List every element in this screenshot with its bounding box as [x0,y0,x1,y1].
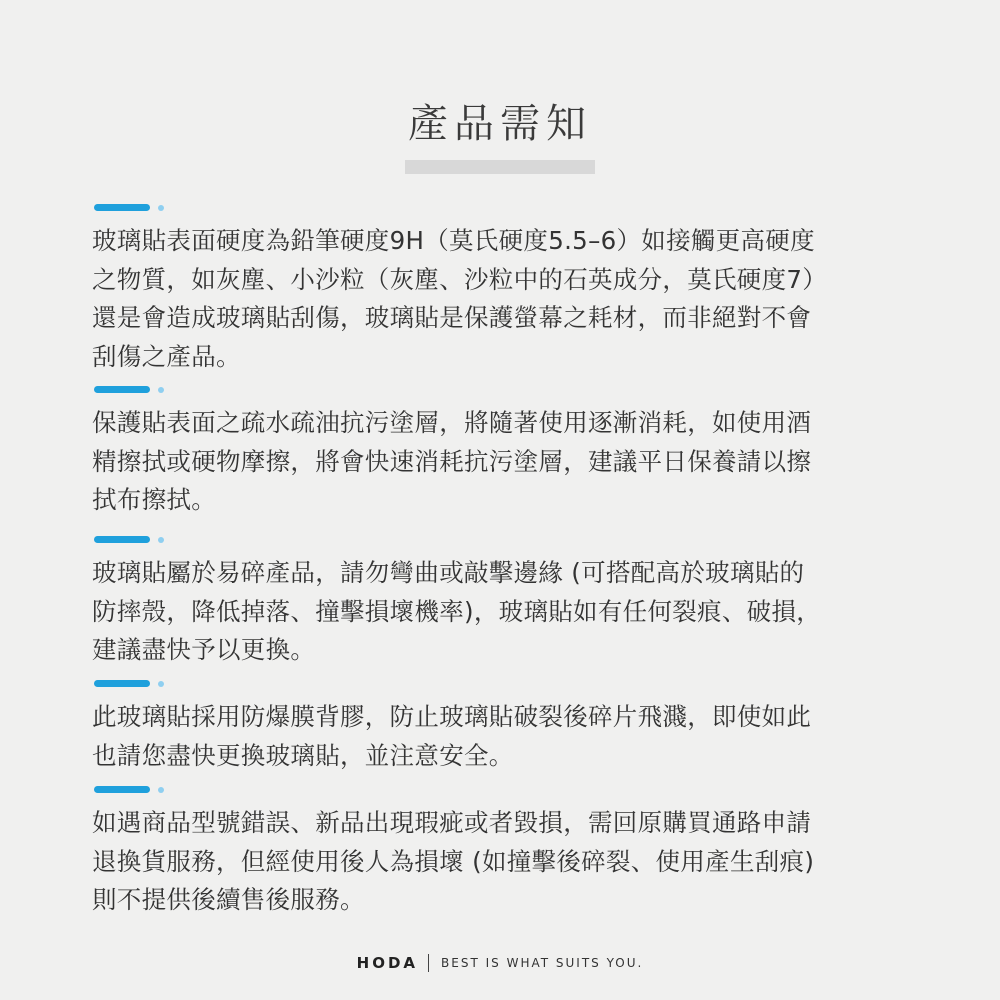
brand-slogan: BEST IS WHAT SUITS YOU. [441,956,644,970]
section-marker [92,386,912,394]
footer-brand-bar [0,952,1000,974]
marker-dot [158,205,164,211]
marker-dot [158,537,164,543]
marker-dash [94,536,150,543]
notice-section-4 [92,680,912,775]
text-line: 保護貼表面之疏水疏油抗污塗層，將隨著使用逐漸消耗，如使用酒 [92,408,812,437]
notice-paragraph-4 [92,698,912,775]
text-line: 也請您盡快更換玻璃貼，並注意安全。 [92,740,514,770]
brand-logo: HODA [356,954,419,972]
notice-section-2 [92,386,912,520]
notice-paragraph-5 [92,804,912,920]
section-marker [92,536,912,544]
marker-dot [158,387,164,393]
text-line: 玻璃貼屬於易碎產品，請勿彎曲或敲擊邊緣 (可搭配高於玻璃貼的 [92,558,805,587]
notice-paragraph-2 [92,404,912,520]
footer-divider [428,954,429,972]
text-line: 之物質，如灰塵、小沙粒（灰塵、沙粒中的石英成分，莫氏硬度7） [92,264,828,294]
marker-dot [158,787,164,793]
text-line: 此玻璃貼採用防爆膜背膠，防止玻璃貼破裂後碎片飛濺，即使如此 [92,702,812,731]
text-line: 玻璃貼表面硬度為鉛筆硬度9H（莫氏硬度5.5–6）如接觸更高硬度 [92,226,815,255]
text-line: 建議盡快予以更換。 [92,635,316,664]
marker-dash [94,786,150,793]
notice-paragraph-3 [92,554,912,670]
notice-section-5 [92,786,912,920]
marker-dash [94,386,150,393]
text-line: 刮傷之產品。 [92,341,241,371]
text-line: 則不提供後續售後服務。 [92,885,365,914]
notice-section-3 [92,536,912,670]
section-marker [92,204,912,212]
section-marker [92,680,912,688]
text-line: 退換貨服務，但經使用後人為損壞 (如撞擊後碎裂、使用產生刮痕) [92,846,815,876]
text-line: 拭布擦拭。 [92,485,216,514]
title-underline-bar [405,160,595,174]
marker-dash [94,204,150,211]
text-line: 如遇商品型號錯誤、新品出現瑕疵或者毀損，需回原購買通路申請 [92,808,812,837]
text-line: 還是會造成玻璃貼刮傷，玻璃貼是保護螢幕之耗材，而非絕對不會 [92,303,812,332]
text-line: 精擦拭或硬物摩擦，將會快速消耗抗污塗層，建議平日保養請以擦 [92,446,812,476]
section-marker [92,786,912,794]
marker-dash [94,680,150,687]
notice-paragraph-1 [92,222,912,376]
page-title: 產品需知 [408,101,592,147]
notice-section-1 [92,204,912,376]
marker-dot [158,681,164,687]
text-line: 防摔殼，降低掉落、撞擊損壞機率)，玻璃貼如有任何裂痕、破損， [92,596,822,626]
